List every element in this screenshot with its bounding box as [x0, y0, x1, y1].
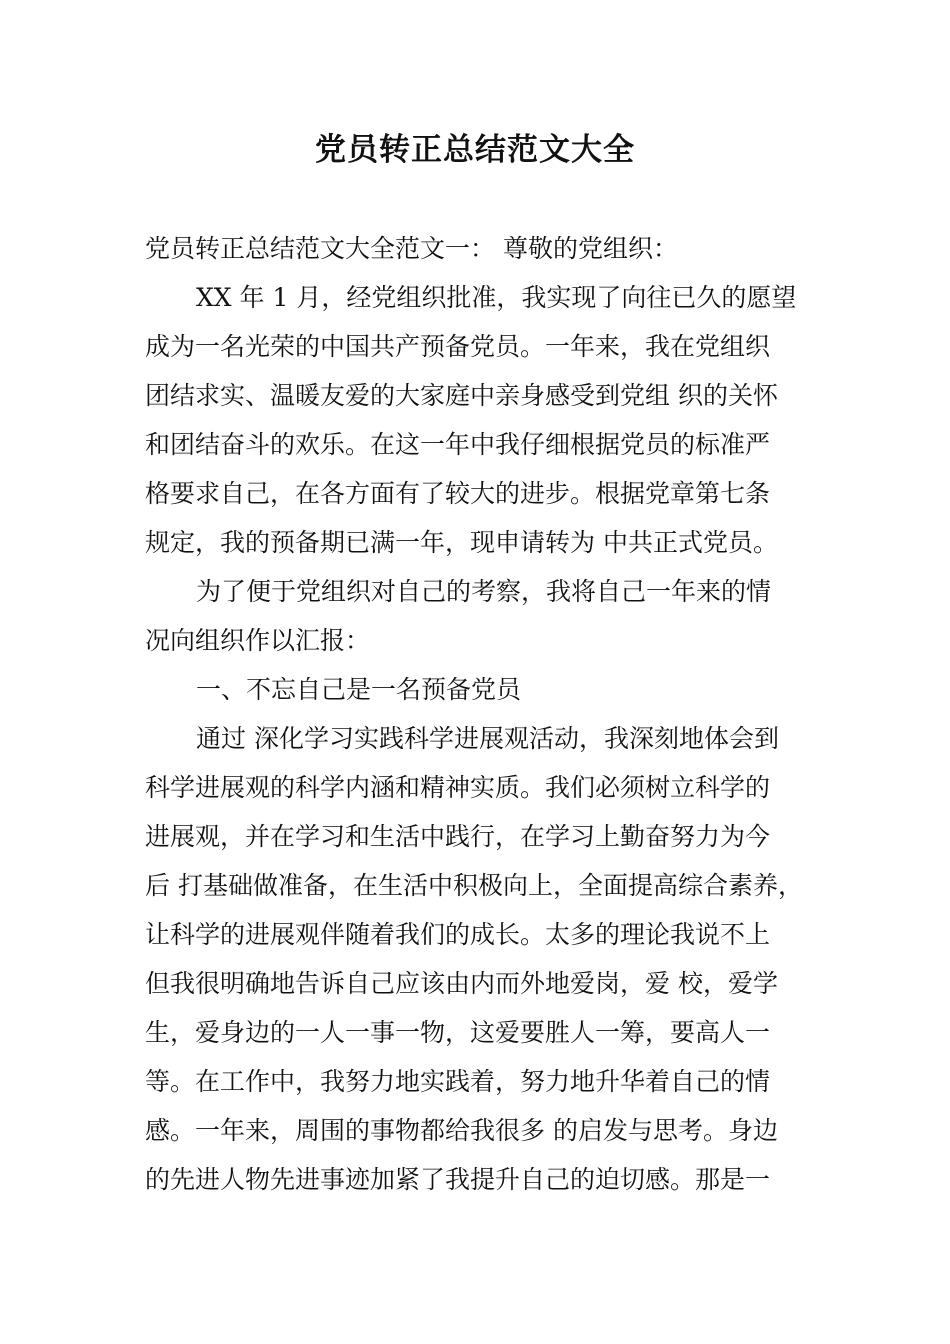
body-line: 成为一名光荣的中国共产预备党员。一年来，我在党组织 [145, 332, 771, 361]
body-line: 感。一年来，周围的事物都给我很多 的启发与思考。身边 [145, 1116, 778, 1145]
body-line: 让科学的进展观伴随着我们的成长。太多的理论我说不上 [145, 920, 771, 949]
body-line: 通过 深化学习实践科学进展观活动，我深刻地体会到 [196, 724, 779, 753]
body-line: 进展观，并在学习和生活中践行，在学习上勤奋努力为今 [145, 822, 771, 851]
body-line: 等。在工作中，我努力地实践着，努力地升华着自己的情 [145, 1067, 771, 1096]
body-line: 和团结奋斗的欢乐。在这一年中我仔细根据党员的标准严 [145, 430, 771, 459]
document-title: 党员转正总结范文大全 [315, 132, 635, 168]
body-line: 党员转正总结范文大全范文一： 尊敬的党组织： [145, 234, 678, 263]
body-line: 的先进人物先进事迹加紧了我提升自己的迫切感。那是一 [145, 1165, 771, 1194]
body-line: XX 年 1 月，经党组织批准，我实现了向往已久的愿望 [196, 283, 797, 312]
body-line: 规定，我的预备期已满一年，现申请转为 中共正式党员。 [145, 528, 778, 557]
body-line: 科学进展观的科学内涵和精神实质。我们必须树立科学的 [145, 773, 771, 802]
body-line: 后 打基础做准备，在生活中积极向上，全面提高综合素养， [145, 871, 803, 900]
body-line: 格要求自己，在各方面有了较大的进步。根据党章第七条 [145, 479, 771, 508]
body-line: 为了便于党组织对自己的考察，我将自己一年来的情 [196, 577, 772, 606]
section-heading: 一、不忘自己是一名预备党员 [196, 675, 522, 704]
body-line: 团结求实、温暖友爱的大家庭中亲身感受到党组 织的关怀 [145, 381, 778, 410]
body-line: 况向组织作以汇报： [145, 626, 371, 655]
body-line: 但我很明确地告诉自己应该由内而外地爱岗，爱 校，爱学 [145, 969, 778, 998]
body-line: 生，爱身边的一人一事一物，这爱要胜人一筹，要高人一 [145, 1018, 771, 1047]
